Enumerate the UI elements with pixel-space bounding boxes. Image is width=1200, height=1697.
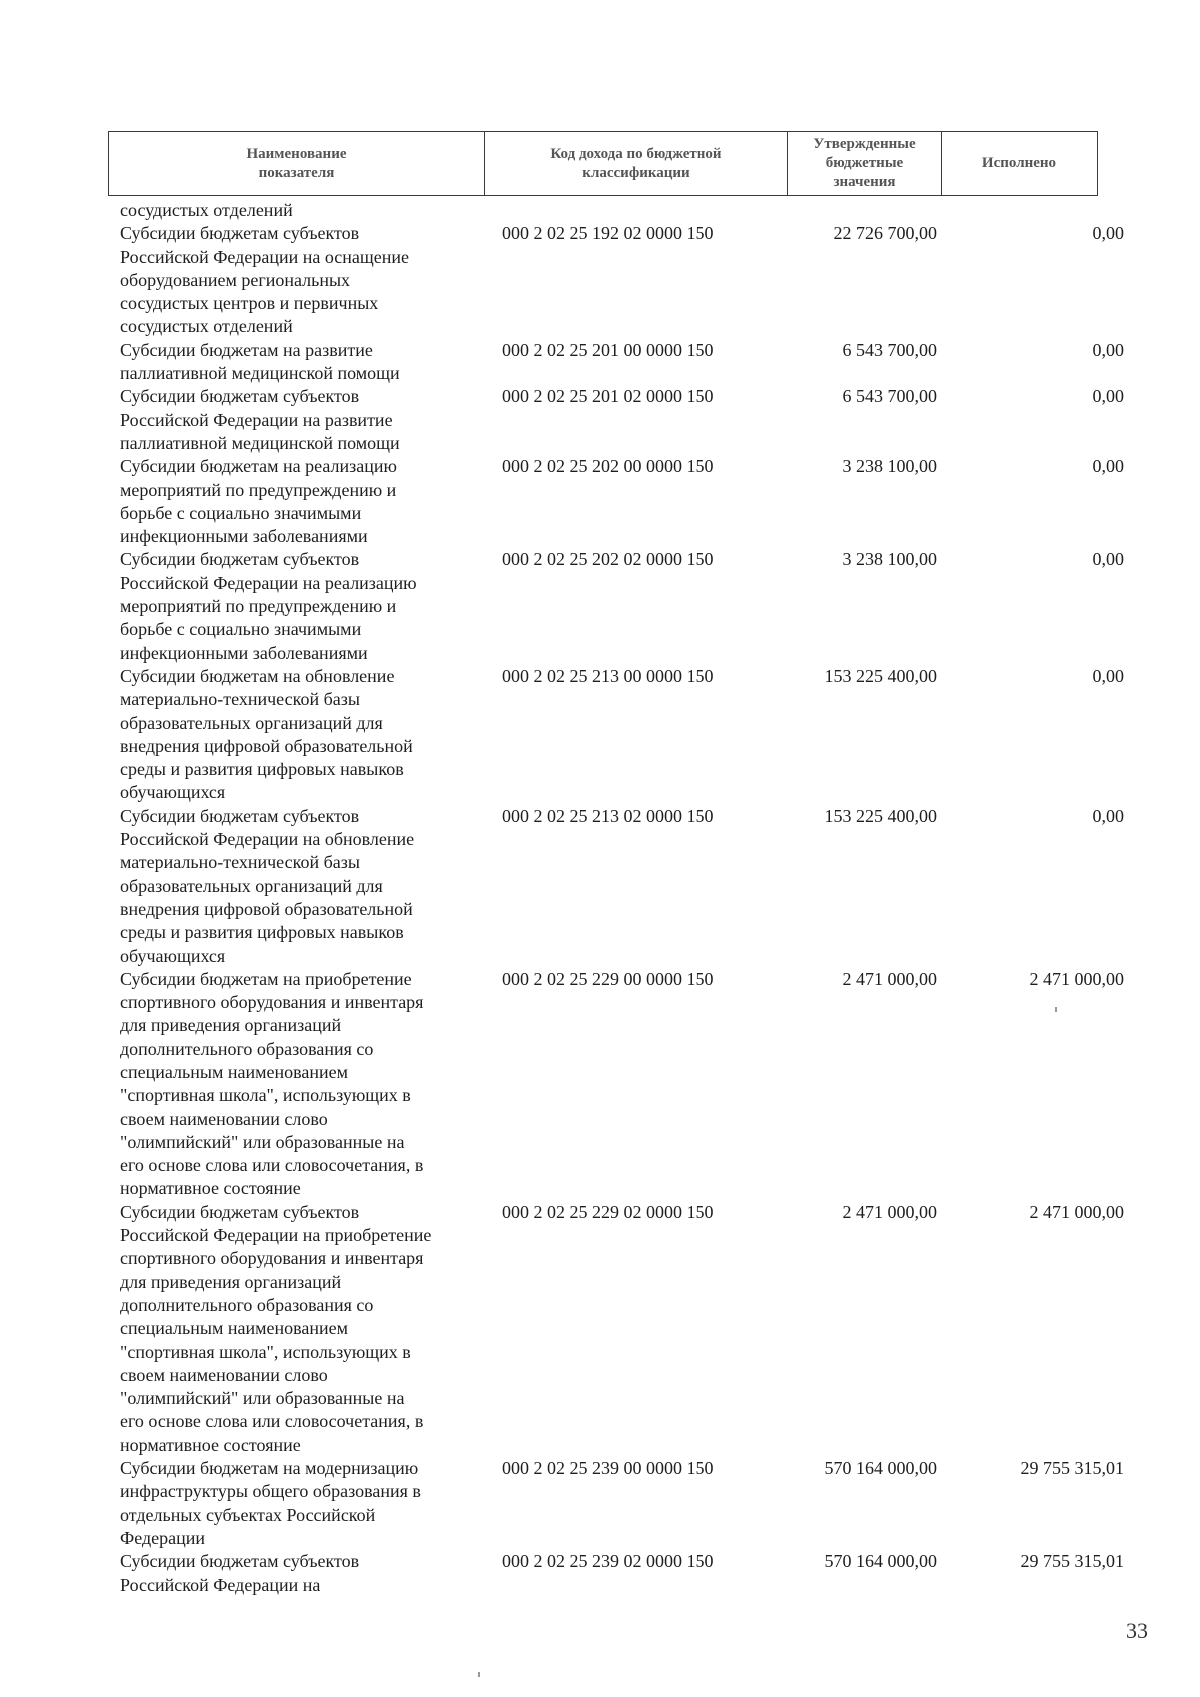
row-code: 000 2 02 25 201 00 0000 150 bbox=[502, 339, 714, 360]
table-row bbox=[108, 548, 1128, 664]
row-executed: 2 471 000,00 bbox=[1029, 968, 1124, 989]
row-name: Субсидии бюджетам субъектов Российской Федерации на bbox=[120, 1551, 360, 1595]
row-name: Субсидии бюджетам на приобретение спортивного оборудования и инвентаря для приведения организаций дополнительного образования со специальным наименованием "спортивная школа", использующих в своем наименовании слово "олимпийский" или образованные на его основе слова или словосочетания, в нормативное состояние bbox=[120, 968, 424, 1199]
row-approved: 3 238 100,00 bbox=[842, 456, 937, 477]
table-row bbox=[108, 1201, 1128, 1457]
table-body bbox=[108, 199, 1128, 1597]
row-code: 000 2 02 25 239 02 0000 150 bbox=[502, 1551, 714, 1572]
table-row bbox=[108, 385, 1128, 455]
table-row bbox=[108, 339, 1128, 386]
row-code: 000 2 02 25 229 02 0000 150 bbox=[502, 1201, 714, 1222]
row-approved: 153 225 400,00 bbox=[824, 665, 937, 686]
table-row bbox=[108, 968, 1128, 1201]
page-number: 33 bbox=[1126, 1618, 1148, 1643]
row-approved: 6 543 700,00 bbox=[842, 386, 937, 407]
row-name: Субсидии бюджетам субъектов Российской Федерации на обновление материально-технической базы образовательных организаций для внедрения цифровой образовательной среды и развития цифровых навыков обучающихся bbox=[120, 805, 415, 966]
table-row bbox=[108, 455, 1128, 548]
row-approved: 22 726 700,00 bbox=[833, 223, 937, 244]
header-approved-values: Утвержденные бюджетные значения bbox=[788, 132, 942, 195]
row-executed: 0,00 bbox=[1092, 386, 1124, 407]
row-name: Субсидии бюджетам на обновление материально-технической базы образовательных организаций для внедрения цифровой образовательной среды и развития цифровых навыков обучающихся bbox=[120, 665, 413, 803]
row-approved: 6 543 700,00 bbox=[842, 339, 937, 360]
table-row bbox=[108, 1550, 1128, 1597]
row-executed: 29 755 315,01 bbox=[1020, 1458, 1124, 1479]
row-executed: 0,00 bbox=[1092, 223, 1124, 244]
scan-speck-mark bbox=[1055, 1007, 1057, 1012]
row-executed: 0,00 bbox=[1092, 665, 1124, 686]
table-row bbox=[108, 199, 1128, 222]
row-name: сосудистых отделений bbox=[120, 200, 293, 220]
row-name: Субсидии бюджетам на развитие паллиативной медицинской помощи bbox=[120, 339, 400, 384]
row-approved: 3 238 100,00 bbox=[842, 549, 937, 570]
row-code: 000 2 02 25 192 02 0000 150 bbox=[502, 223, 714, 244]
table-header bbox=[108, 131, 1098, 196]
table-row bbox=[108, 1457, 1128, 1550]
row-executed: 0,00 bbox=[1092, 549, 1124, 570]
row-code: 000 2 02 25 202 02 0000 150 bbox=[502, 549, 714, 570]
row-code: 000 2 02 25 201 02 0000 150 bbox=[502, 386, 714, 407]
row-name: Субсидии бюджетам на реализацию мероприятий по предупреждению и борьбе с социально значимыми инфекционными заболеваниями bbox=[120, 456, 397, 547]
row-approved: 2 471 000,00 bbox=[842, 968, 937, 989]
row-code: 000 2 02 25 202 00 0000 150 bbox=[502, 456, 714, 477]
scan-speck-mark bbox=[478, 1672, 480, 1677]
row-name: Субсидии бюджетам субъектов Российской Федерации на оснащение оборудованием региональных сосудистых центров и первичных сосудистых отделений bbox=[120, 223, 410, 337]
row-approved: 153 225 400,00 bbox=[824, 805, 937, 826]
row-approved: 570 164 000,00 bbox=[824, 1458, 937, 1479]
row-approved: 570 164 000,00 bbox=[824, 1551, 937, 1572]
row-executed: 0,00 bbox=[1092, 339, 1124, 360]
row-executed: 0,00 bbox=[1092, 805, 1124, 826]
row-approved: 2 471 000,00 bbox=[842, 1201, 937, 1222]
row-name: Субсидии бюджетам на модернизацию инфраструктуры общего образования в отдельных субъектах Российской Федерации bbox=[120, 1458, 421, 1548]
table-row bbox=[108, 222, 1128, 338]
row-name: Субсидии бюджетам субъектов Российской Федерации на развитие паллиативной медицинской помощи bbox=[120, 386, 400, 453]
header-income-code: Код дохода по бюджетной классификации bbox=[485, 132, 788, 195]
header-executed: Исполнено bbox=[981, 155, 1057, 171]
row-code: 000 2 02 25 239 00 0000 150 bbox=[502, 1458, 714, 1479]
row-executed: 29 755 315,01 bbox=[1020, 1551, 1124, 1572]
row-code: 000 2 02 25 213 00 0000 150 bbox=[502, 665, 714, 686]
header-indicator-name: Наименование показателя bbox=[109, 132, 485, 195]
table-row bbox=[108, 665, 1128, 805]
row-executed: 2 471 000,00 bbox=[1029, 1201, 1124, 1222]
row-name: Субсидии бюджетам субъектов Российской Федерации на приобретение спортивного оборудования и инвентаря для приведения организаций дополнительного образования со специальным наименованием "спортивная школа", использующих в своем наименовании слово "олимпийский" или образованные на его основе слова или словосочетания, в нормативное состояние bbox=[120, 1201, 432, 1455]
row-executed: 0,00 bbox=[1092, 456, 1124, 477]
row-code: 000 2 02 25 213 02 0000 150 bbox=[502, 805, 714, 826]
row-name: Субсидии бюджетам субъектов Российской Федерации на реализацию мероприятий по предупреждению и борьбе с социально значимыми инфекционными заболеваниями bbox=[120, 549, 417, 663]
table-row bbox=[108, 805, 1128, 968]
row-code: 000 2 02 25 229 00 0000 150 bbox=[502, 968, 714, 989]
